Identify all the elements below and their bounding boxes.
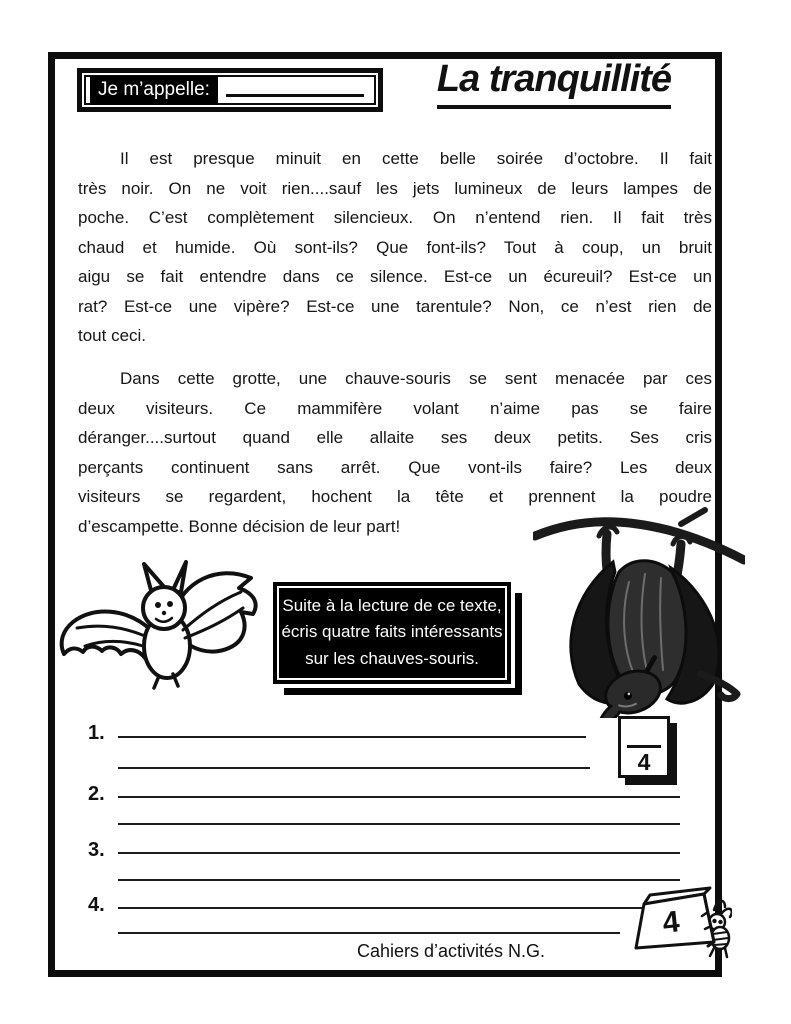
answer-line-3a[interactable]: [118, 852, 680, 854]
instruction-box: [273, 582, 511, 684]
story-line: chaud et humide. Où sont-ils? Que font-ils? Tout à coup, un bruit: [78, 237, 712, 257]
story-line: poche. C’est complètement silencieux. On n’entend rien. Il fait très: [78, 208, 712, 227]
story-line: rat? Est-ce une vipère? Est-ce une tarentule? Non, ce n’est rien de: [78, 296, 712, 316]
answer-line-4a[interactable]: [118, 907, 680, 909]
story-line: visiteurs se regardent, hochent la tête et prennent la poudre: [78, 487, 712, 506]
story-line: très noir. On ne voit rien....sauf les jets lumineux de leurs lampes de: [78, 178, 712, 198]
story-line: aigu se fait entendre dans ce silence. Est-ce un écureuil? Est-ce un: [78, 267, 712, 286]
score-blank-line[interactable]: [627, 745, 661, 748]
story-line: Dans cette grotte, une chauve-souris se sent menacée par ces: [120, 369, 712, 388]
answer-line-3b[interactable]: [118, 879, 680, 881]
name-box: [77, 68, 383, 112]
answer-number-3: 3.: [88, 839, 105, 861]
name-box-inner: [84, 75, 376, 105]
answer-line-1b[interactable]: [118, 767, 590, 769]
story-line: déranger....surtout quand elle allaite ses deux petits. Ses cris: [78, 428, 712, 447]
story-line: deux visiteurs. Ce mammifère volant n’aime pas se faire: [78, 398, 712, 418]
story-line: d’escampette. Bonne décision de leur part!: [78, 516, 401, 536]
answer-line-2a[interactable]: [118, 796, 680, 798]
answer-number-1: 1.: [88, 722, 105, 744]
page-title: La tranquillité: [437, 58, 671, 109]
answer-line-2b[interactable]: [118, 823, 680, 825]
answer-line-1a[interactable]: [118, 736, 586, 738]
score-total: 4: [637, 749, 651, 775]
answer-number-2: 2.: [88, 783, 105, 805]
score-box: [618, 716, 670, 778]
story-line: tout ceci.: [78, 326, 147, 345]
name-input-line[interactable]: [226, 83, 364, 97]
title-wrap: [393, 58, 715, 109]
answer-number-4: 4.: [88, 894, 105, 916]
corner-page-number: 4: [660, 905, 682, 940]
story-paragraph-1: [78, 144, 712, 351]
hanging-bat-icon: [533, 502, 745, 718]
answer-line-4b[interactable]: [118, 932, 620, 934]
instruction-text: Suite à la lecture de ce texte, écris quatre faits intéressants sur les chauves-souris.: [281, 596, 503, 668]
cartoon-bat-icon: [55, 550, 260, 710]
story-line: perçants continuent sans arrêt. Que vont-ils faire? Les deux: [78, 457, 712, 477]
bug-page-number-icon: [628, 886, 732, 966]
story-line: Il est presque minuit en cette belle soirée d’octobre. Il fait: [120, 149, 712, 168]
footer-credit: Cahiers d’activités N.G.: [356, 941, 546, 961]
name-label: Je m’appelle:: [90, 76, 218, 105]
